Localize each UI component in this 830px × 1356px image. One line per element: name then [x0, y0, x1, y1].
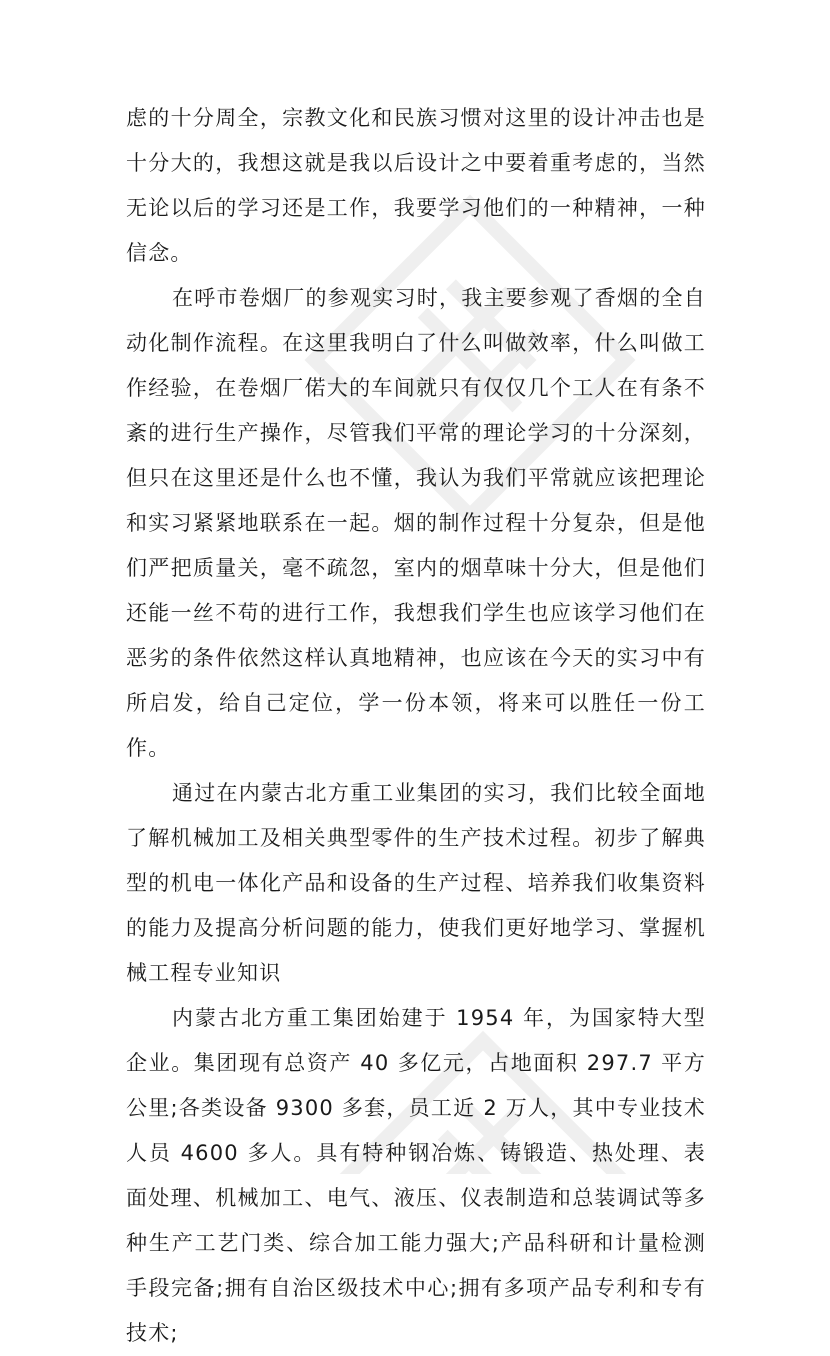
paragraph-north-heavy-industry-internship: 通过在内蒙古北方重工业集团的实习，我们比较全面地了解机械加工及相关典型零件的生产技术过程。初步了解典型的机电一体化产品和设备的生产过程、培养我们收集资料的能力及提高分析问题的能力，使我们更好地学习、掌握机械工程专业知识: [126, 781, 706, 985]
document-page: [126, 96, 706, 1356]
paragraph-group-overview: 内蒙古北方重工集团始建于 1954 年，为国家特大型企业。集团现有总资产 40 多亿元，占地面积 297.7 平方公里;各类设备 9300 多套，员工近 2 万人，其中专业技术人员 4600 多人。具有特种钢冶炼、铸锻造、热处理、表面处理、机械加工、电气、液压、仪表制造和总装调试等多种生产工艺门类、综合加工能力强大;产品科研和计量检测手段完备;拥有自治区级技术中心;拥有多项产品专利和专有技术;: [126, 1006, 706, 1345]
paragraph-1: 虑的十分周全，宗教文化和民族习惯对这里的设计冲击也是十分大的，我想这就是我以后设计之中要着重考虑的，当然无论以后的学习还是工作，我要学习他们的一种精神，一种信念。: [126, 106, 706, 265]
paragraph-cigarette-factory: 在呼市卷烟厂的参观实习时，我主要参观了香烟的全自动化制作流程。在这里我明白了什么叫做效率，什么叫做工作经验，在卷烟厂偌大的车间就只有仅仅几个工人在有条不紊的进行生产操作，尽管我们平常的理论学习的十分深刻，但只在这里还是什么也不懂，我认为我们平常就应该把理论和实习紧紧地联系在一起。烟的制作过程十分复杂，但是他们严把质量关，毫不疏忽，室内的烟草味十分大，但是他们还能一丝不苟的进行工作，我想我们学生也应该学习他们在恶劣的条件依然这样认真地精神，也应该在今天的实习中有所启发，给自己定位，学一份本领，将来可以胜任一份工作。: [126, 286, 706, 760]
